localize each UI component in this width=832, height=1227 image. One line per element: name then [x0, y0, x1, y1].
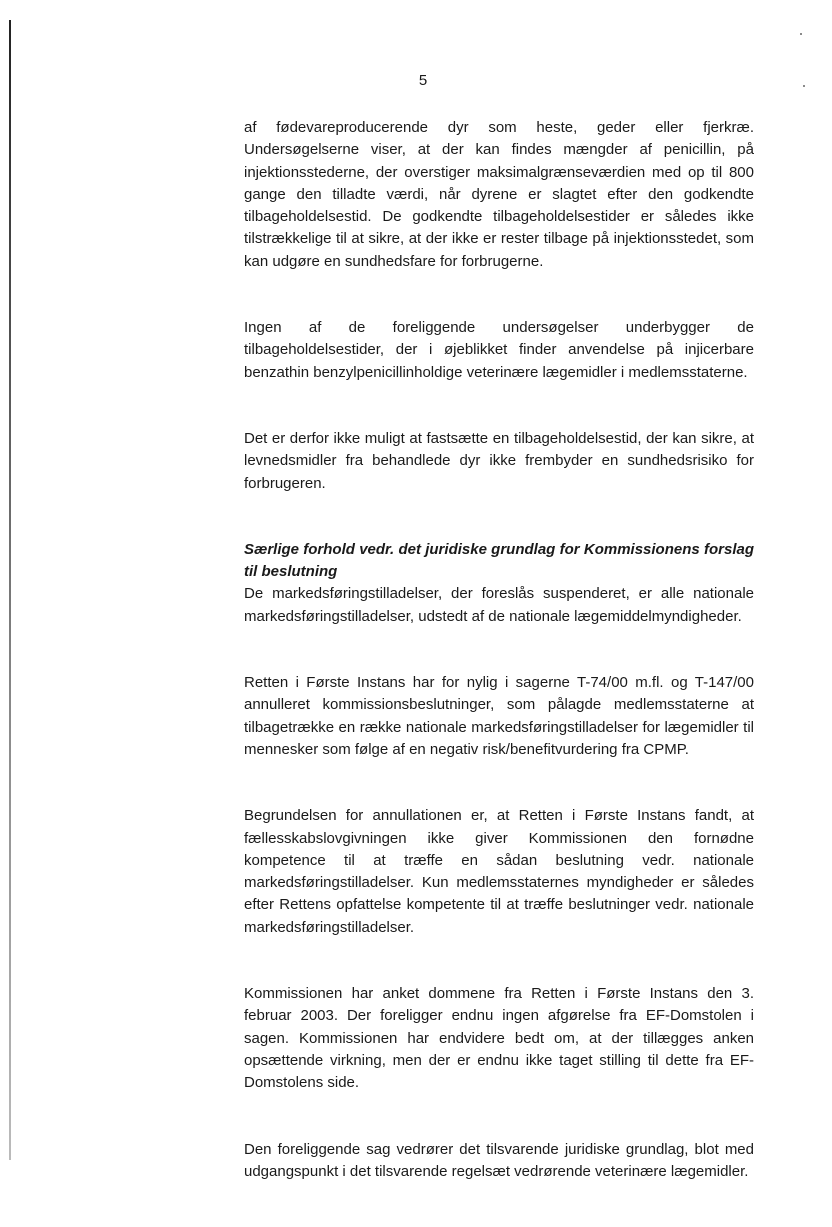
paragraph-national-authorisations: De markedsføringstilladelser, der foreslås suspenderet, er alle nationale markedsføringstilladelser, udstedt af de nationale lægemiddelmyndigheder.	[244, 585, 754, 625]
page-number: 5	[418, 72, 428, 89]
document-body	[244, 117, 754, 1227]
paragraph-conclusion: Det er derfor ikke muligt at fastsætte en tilbageholdelsestid, der kan sikre, at levnedsmidler fra behandlede dyr ikke frembyder en sundhedsrisiko for forbrugeren.	[244, 429, 754, 492]
scan-speck	[800, 33, 802, 35]
paragraph-court-ruling: Retten i Første Instans har for nylig i sagerne T-74/00 m.fl. og T-147/00 annulleret kommissionsbeslutninger, som pålagde medlemsstaterne at tilbagetrække en række nationale markedsføringstilladelser for lægemidler til mennesker som følge af en negativ risk/benefitvurdering fra CPMP.	[244, 674, 754, 758]
paragraph-residues: af fødevareproducerende dyr som heste, geder eller fjerkræ. Undersøgelserne viser, at der kan findes mængder af penicillin, på injektionsstederne, der overstiger maksimalgrænseværdien med op til 800 gange den tilladte værdi, når dyrene er slagtet efter den godkendte tilbageholdelsestid. De godkendte tilbageholdelsestider er således ikke tilstrækkelige til at sikre, at der ikke er rester tilbage på injektionsstedet, som kan udgøre en sundhedsfare for forbrugerne.	[244, 119, 754, 270]
legal-basis-section	[244, 539, 754, 1183]
paragraph-annulment-reason: Begrundelsen for annullationen er, at Retten i Første Instans fandt, at fællesskabslovgivningen ikke giver Kommissionen den fornødne kompetence til at træffe en sådan beslutning vedr. nationale markedsføringstilladelser. Kun medlemsstaternes myndigheder er således efter Rettens opfattelse kompetente til at træffe beslutninger vedr. nationale markedsføringstilladelser.	[244, 807, 754, 936]
section-heading: Særlige forhold vedr. det juridiske grundlag for Kommissionens forslag til beslutning	[244, 540, 754, 581]
paragraph-withdrawal-periods: Ingen af de foreliggende undersøgelser underbygger de tilbageholdelsestider, der i øjeblikket finder anvendelse på injicerbare benzathin benzylpenicillinholdige veterinære lægemidler i medlemsstaterne.	[244, 319, 754, 381]
scan-edge-shadow	[9, 20, 11, 1160]
paragraph-present-case: Den foreliggende sag vedrører det tilsvarende juridiske grundlag, blot med udgangspunkt i det tilsvarende regelsæt vedrørende veterinære lægemidler.	[244, 1140, 754, 1180]
paragraph-appeal: Kommissionen har anket dommene fra Retten i Første Instans den 3. februar 2003. Der foreligger endnu ingen afgørelse fra EF-Domstolen i sagen. Kommissionen har endvidere bedt om, at der tillægges anken opsættende virkning, men der er endnu ikke taget stilling til dette fra EF-Domstolens side.	[244, 985, 754, 1092]
